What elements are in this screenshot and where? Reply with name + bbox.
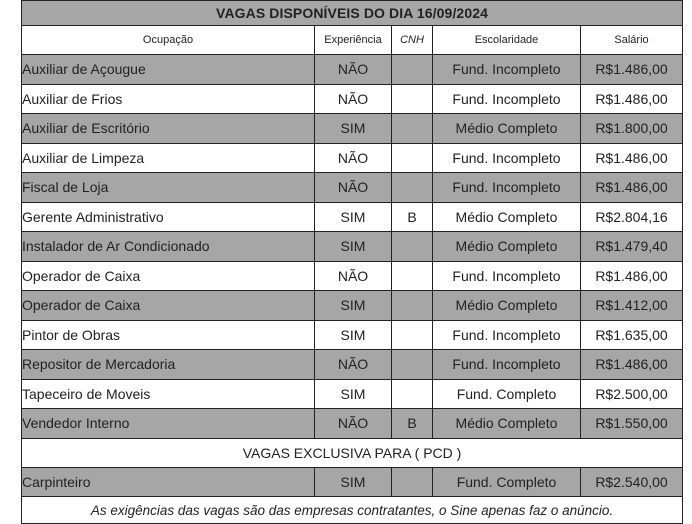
- cell-experiencia: SIM: [315, 232, 392, 262]
- cell-cnh: B: [392, 409, 433, 439]
- cell-salario: R$1.635,00: [581, 320, 683, 350]
- header-ocupacao: Ocupação: [22, 26, 315, 55]
- cell-cnh: [392, 173, 433, 203]
- cell-escolaridade: Médio Completo: [433, 232, 581, 262]
- cell-ocupacao: Gerente Administrativo: [22, 202, 315, 232]
- table-row: [22, 232, 683, 262]
- cell-cnh: [392, 379, 433, 409]
- cell-escolaridade: Médio Completo: [433, 114, 581, 144]
- cell-escolaridade: Fund. Completo: [433, 379, 581, 409]
- cell-experiencia: SIM: [315, 467, 392, 497]
- cell-salario: R$1.486,00: [581, 350, 683, 380]
- cell-salario: R$1.550,00: [581, 409, 683, 439]
- cell-escolaridade: Médio Completo: [433, 202, 581, 232]
- table-row: [22, 409, 683, 439]
- cell-experiencia: SIM: [315, 202, 392, 232]
- cell-salario: R$1.486,00: [581, 84, 683, 114]
- cell-experiencia: NÃO: [315, 173, 392, 203]
- cell-escolaridade: Fund. Completo: [433, 467, 581, 497]
- header-cnh: CNH: [392, 26, 433, 55]
- cell-experiencia: NÃO: [315, 409, 392, 439]
- cell-ocupacao: Auxiliar de Açougue: [22, 55, 315, 85]
- table-row: [22, 467, 683, 497]
- cell-experiencia: SIM: [315, 291, 392, 321]
- cell-ocupacao: Operador de Caixa: [22, 291, 315, 321]
- cell-ocupacao: Auxiliar de Escritório: [22, 114, 315, 144]
- cell-experiencia: NÃO: [315, 55, 392, 85]
- cell-escolaridade: Fund. Incompleto: [433, 84, 581, 114]
- cell-experiencia: SIM: [315, 114, 392, 144]
- cell-cnh: [392, 350, 433, 380]
- table-row: [22, 379, 683, 409]
- header-escolaridade: Escolaridade: [433, 26, 581, 55]
- cell-salario: R$1.486,00: [581, 143, 683, 173]
- cell-ocupacao: Carpinteiro: [22, 467, 315, 497]
- cell-salario: R$1.486,00: [581, 261, 683, 291]
- header-experiencia: Experiência: [315, 26, 392, 55]
- table-row: [22, 55, 683, 85]
- cell-escolaridade: Fund. Incompleto: [433, 261, 581, 291]
- cell-cnh: [392, 261, 433, 291]
- cell-cnh: B: [392, 202, 433, 232]
- cell-escolaridade: Fund. Incompleto: [433, 350, 581, 380]
- cell-escolaridade: Fund. Incompleto: [433, 55, 581, 85]
- cell-experiencia: NÃO: [315, 143, 392, 173]
- cell-salario: R$2.804,16: [581, 202, 683, 232]
- cell-salario: R$1.412,00: [581, 291, 683, 321]
- cell-ocupacao: Auxiliar de Limpeza: [22, 143, 315, 173]
- cell-ocupacao: Pintor de Obras: [22, 320, 315, 350]
- table-row: [22, 350, 683, 380]
- table-row: [22, 291, 683, 321]
- header-row: [22, 26, 683, 55]
- cell-salario: R$2.540,00: [581, 467, 683, 497]
- cell-cnh: [392, 467, 433, 497]
- table-title: VAGAS DISPONÍVEIS DO DIA 16/09/2024: [22, 1, 683, 26]
- table-row: [22, 84, 683, 114]
- table-row: [22, 320, 683, 350]
- cell-salario: R$1.486,00: [581, 55, 683, 85]
- cell-salario: R$2.500,00: [581, 379, 683, 409]
- cell-ocupacao: Auxiliar de Frios: [22, 84, 315, 114]
- cell-escolaridade: Médio Completo: [433, 291, 581, 321]
- cell-cnh: [392, 114, 433, 144]
- cell-cnh: [392, 55, 433, 85]
- table-row: [22, 143, 683, 173]
- cell-escolaridade: Fund. Incompleto: [433, 143, 581, 173]
- cell-ocupacao: Tapeceiro de Moveis: [22, 379, 315, 409]
- cell-cnh: [392, 291, 433, 321]
- header-salario: Salário: [581, 26, 683, 55]
- cell-ocupacao: Instalador de Ar Condicionado: [22, 232, 315, 262]
- pcd-section-title: VAGAS EXCLUSIVA PARA ( PCD ): [22, 438, 683, 467]
- job-vacancies-table: [21, 0, 683, 524]
- table-row: [22, 202, 683, 232]
- cell-cnh: [392, 143, 433, 173]
- cell-experiencia: NÃO: [315, 84, 392, 114]
- table-row: [22, 261, 683, 291]
- cell-experiencia: NÃO: [315, 350, 392, 380]
- cell-cnh: [392, 232, 433, 262]
- cell-ocupacao: Fiscal de Loja: [22, 173, 315, 203]
- cell-salario: R$1.479,40: [581, 232, 683, 262]
- cell-experiencia: SIM: [315, 320, 392, 350]
- cell-cnh: [392, 84, 433, 114]
- cell-cnh: [392, 320, 433, 350]
- cell-escolaridade: Fund. Incompleto: [433, 173, 581, 203]
- cell-escolaridade: Médio Completo: [433, 409, 581, 439]
- cell-ocupacao: Operador de Caixa: [22, 261, 315, 291]
- cell-salario: R$1.800,00: [581, 114, 683, 144]
- cell-experiencia: NÃO: [315, 261, 392, 291]
- cell-ocupacao: Vendedor Interno: [22, 409, 315, 439]
- table-row: [22, 114, 683, 144]
- footer-note: As exigências das vagas são das empresas contratantes, o Sine apenas faz o anúncio.: [22, 497, 683, 524]
- table-row: [22, 173, 683, 203]
- cell-experiencia: SIM: [315, 379, 392, 409]
- cell-ocupacao: Repositor de Mercadoria: [22, 350, 315, 380]
- cell-escolaridade: Fund. Incompleto: [433, 320, 581, 350]
- cell-salario: R$1.486,00: [581, 173, 683, 203]
